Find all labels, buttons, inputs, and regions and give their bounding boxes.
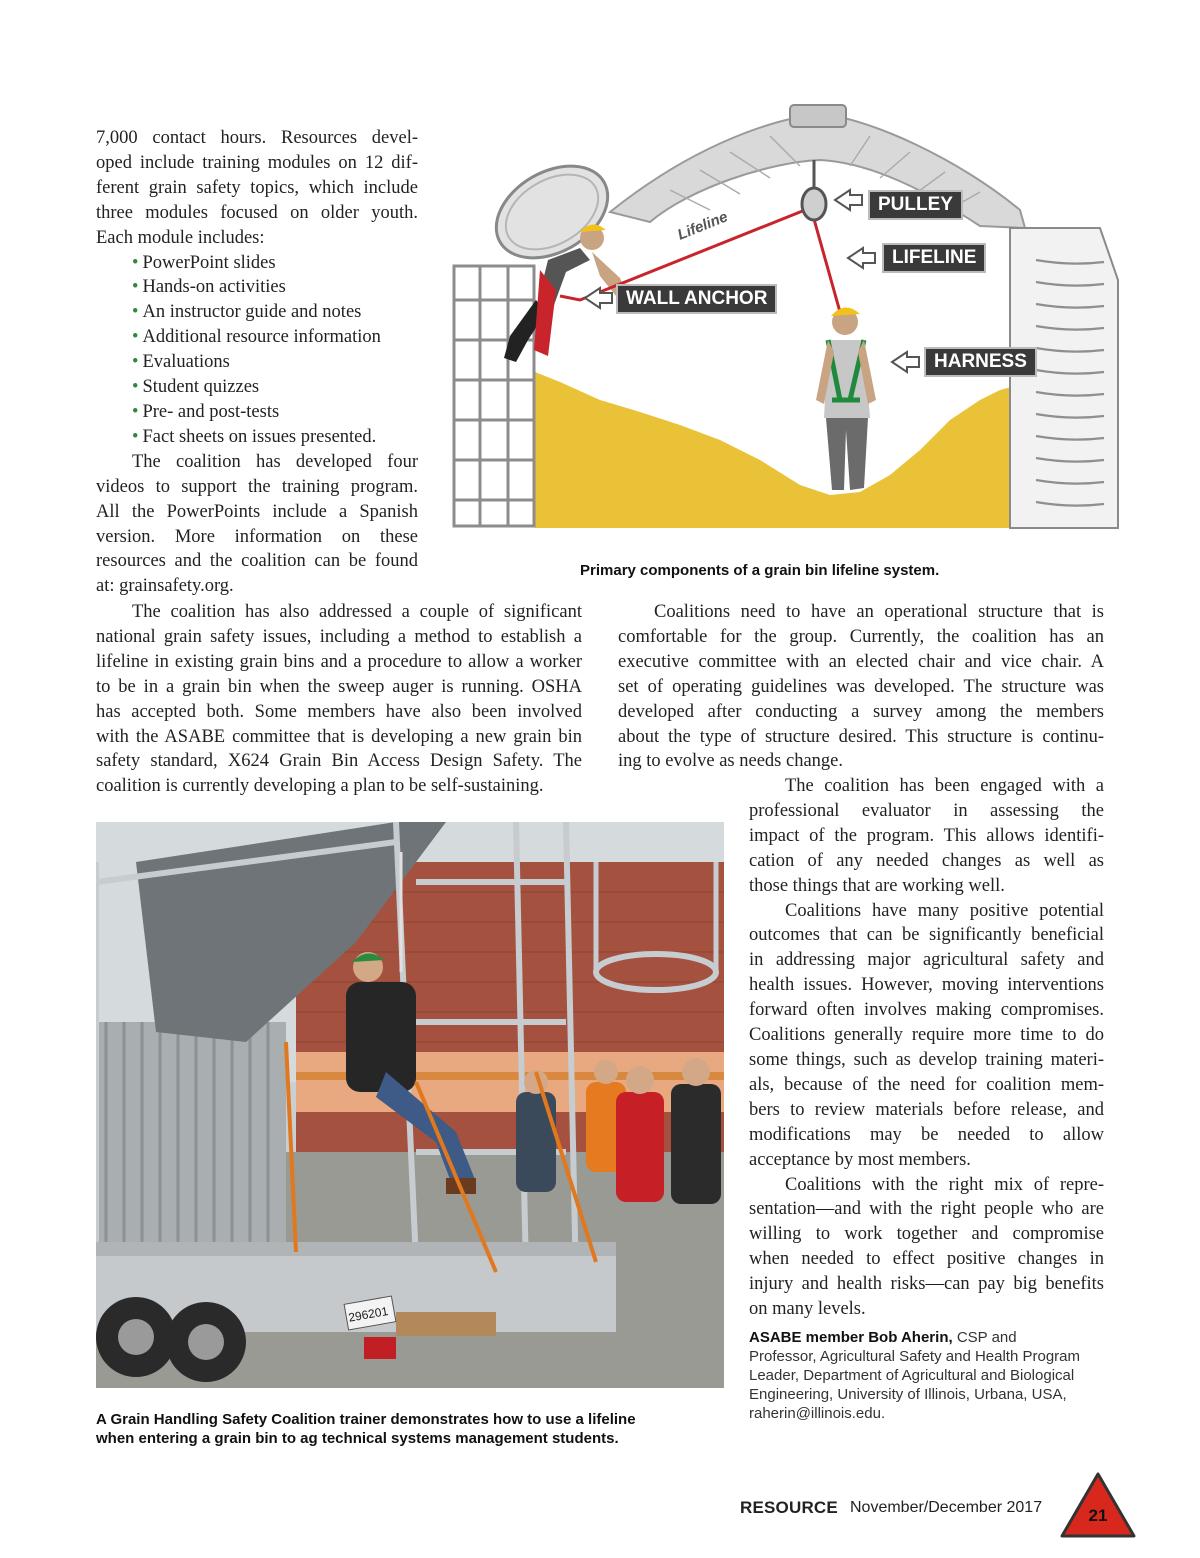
text-line: ing to evolve as needs change. — [618, 751, 844, 772]
text-line: three modules focused on older youth. — [96, 202, 418, 223]
text-line: about the type of structure desired. This structure is continu- — [618, 726, 1104, 747]
page-number-badge — [1058, 1470, 1138, 1542]
text-line: Leader, Department of Agricultural and Biological — [749, 1367, 1075, 1384]
text-line: those things that are working well. — [749, 875, 1005, 896]
text-line: impact of the program. This allows identifi- — [749, 825, 1104, 846]
text-line: The coalition has also addressed a couple of significant — [132, 602, 582, 622]
paragraph — [749, 774, 1104, 899]
text-line: on many levels. — [749, 1299, 866, 1320]
text-line: resources and the coalition can be found — [96, 551, 418, 572]
text-line: acceptance by most members. — [749, 1149, 971, 1170]
paragraph — [749, 1173, 1104, 1322]
author-name: ASABE member Bob Aherin, — [749, 1329, 953, 1346]
paragraph — [96, 450, 418, 599]
text-line: A Grain Handling Safety Coalition trainer demonstrates how to use a lifeline — [96, 1411, 636, 1428]
text-line: bers to review materials before release, and — [749, 1099, 1104, 1120]
text-line: lifeline in existing grain bins and a procedure to allow a worker — [96, 651, 582, 672]
text-line: safety standard, X624 Grain Bin Access Design Safety. The — [96, 751, 582, 772]
right-column-lower — [749, 774, 1104, 1322]
left-column-intro — [96, 126, 418, 599]
author-email[interactable]: raherin@illinois.edu. — [749, 1405, 886, 1422]
text-line: injury and health risks—can pay big benefits — [749, 1274, 1104, 1295]
text-line: ferent grain safety topics, which include — [96, 177, 418, 198]
license-plate-text: 296201 — [347, 1303, 390, 1325]
text-line: national grain safety issues, including a method to establish a — [96, 626, 582, 647]
ladder-cage — [454, 266, 534, 526]
figure-caption — [96, 1410, 736, 1448]
paragraph — [96, 600, 582, 799]
text-line: to be in a grain bin when the sweep auger is running. OSHA — [96, 676, 582, 697]
list-item: • Additional resource information — [132, 327, 381, 348]
paragraph — [618, 600, 1104, 774]
text-line: cation of any needed changes as well as — [749, 850, 1104, 871]
text-line: Coalitions generally require more time to do — [749, 1025, 1104, 1046]
pulley-callout: PULLEY — [868, 190, 963, 220]
text-line: sentation—and with the right people who are — [749, 1199, 1104, 1220]
text-line: health issues. However, moving interventions — [749, 975, 1104, 996]
text-line: some things, such as develop training materi- — [749, 1049, 1104, 1070]
text-line: Engineering, University of Illinois, Urbana, USA, — [749, 1386, 1067, 1403]
list-item: • Hands-on activities — [132, 277, 286, 298]
text-line: 7,000 contact hours. Resources devel- — [96, 128, 418, 148]
text-line: modifications may be needed to allow — [749, 1124, 1104, 1145]
text-line: willing to work together and compromise — [749, 1224, 1104, 1245]
list-item: • Student quizzes — [132, 377, 260, 398]
list-item: • An instructor guide and notes — [132, 302, 362, 323]
text-line: The coalition has developed four — [132, 451, 418, 472]
module-bullet-list — [96, 251, 418, 450]
text-line: oped include training modules on 12 dif- — [96, 152, 418, 173]
harness-callout: HARNESS — [924, 347, 1037, 377]
text-line: Coalitions with the right mix of repre- — [785, 1174, 1104, 1195]
page-number: 21 — [1088, 1506, 1108, 1525]
text-line: Each module includes: — [96, 227, 265, 248]
text-line: The coalition has been engaged with a — [785, 776, 1104, 796]
text-line: set of operating guidelines was developed. The structure was — [618, 676, 1104, 697]
text-line: videos to support the training program. — [96, 476, 418, 497]
text-line: comfortable for the group. Currently, the coalition has an — [618, 626, 1104, 647]
text-line: professional evaluator in assessing the — [749, 800, 1104, 821]
harnessed-worker-figure — [816, 307, 876, 490]
text-line: with the ASABE committee that is developing a new grain bin — [96, 726, 582, 747]
text-line: in addressing major agricultural safety and — [749, 950, 1104, 971]
trainer-demonstration-photo — [96, 822, 724, 1388]
author-bio — [749, 1328, 1109, 1423]
figure-caption: Primary components of a grain bin lifeline system. — [580, 562, 940, 579]
list-item: • Fact sheets on issues presented. — [132, 426, 377, 447]
photo-illustration — [96, 822, 724, 1388]
list-item: • Evaluations — [132, 352, 230, 373]
pulley-icon — [802, 160, 826, 220]
text-line: Professor, Agricultural Safety and Health Program — [749, 1348, 1080, 1365]
list-item: • Pre- and post-tests — [132, 401, 280, 422]
text-line: when needed to effect positive changes in — [749, 1249, 1104, 1270]
text-line: executive committee with an elected chair and vice chair. A — [618, 651, 1104, 672]
text-line: at: grainsafety.org. — [96, 576, 234, 597]
text-line: coalition is currently developing a plan to be self-sustaining. — [96, 776, 544, 797]
text-line: forward often involves making compromises. — [749, 1000, 1104, 1021]
text-line: has accepted both. Some members have also been involved — [96, 701, 582, 722]
wall-anchor-callout: WALL ANCHOR — [616, 284, 777, 314]
text-line: when entering a grain bin to ag technical systems management students. — [96, 1430, 619, 1447]
paragraph — [749, 899, 1104, 1173]
text-line: als, because of the need for coalition mem- — [749, 1074, 1104, 1095]
text-line: Coalitions need to have an operational structure that is — [654, 602, 1104, 622]
text-line: developed after conducting a survey among the members — [618, 701, 1104, 722]
text-line: All the PowerPoints include a Spanish — [96, 501, 418, 522]
lifeline-callout: LIFELINE — [882, 243, 986, 273]
list-item: • PowerPoint slides — [132, 252, 276, 273]
text-line: Coalitions have many positive potential — [785, 900, 1104, 921]
lifeline-system-illustration — [440, 100, 1130, 532]
rope-label: Lifeline — [675, 208, 731, 244]
issue-date: November/December 2017 — [850, 1499, 1043, 1516]
text-line: version. More information on these — [96, 526, 418, 547]
text-line: outcomes that can be significantly beneficial — [749, 925, 1104, 946]
text-line: ASABE member Bob Aherin, CSP and — [749, 1329, 1017, 1346]
grain-bin-diagram — [440, 100, 1130, 532]
publication-name: RESOURCE — [740, 1498, 838, 1517]
